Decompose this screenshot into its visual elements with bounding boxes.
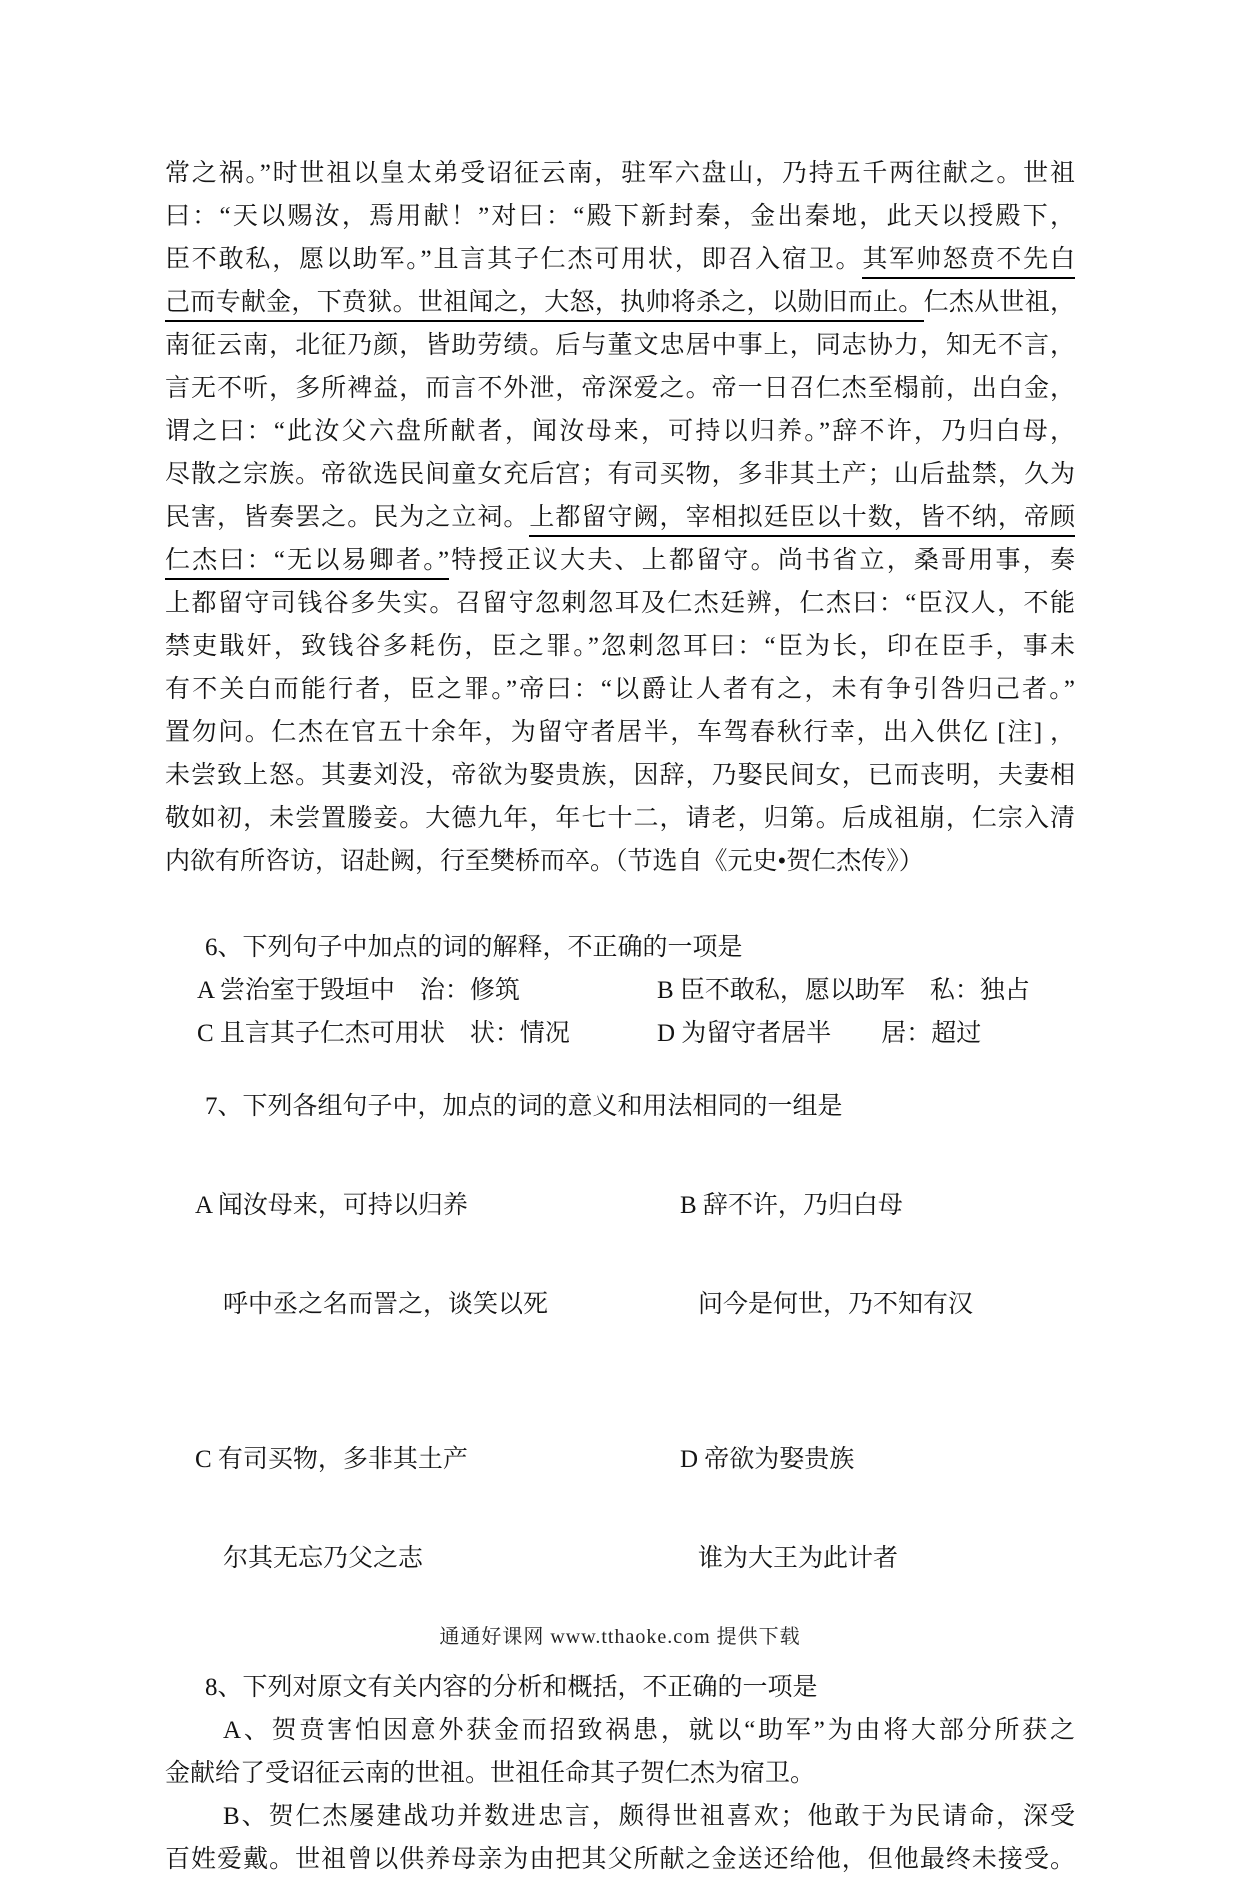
passage-line: 南征云南，北征乃颜，皆助劳绩。后与董文忠居中事上，同志协力，知无不言， xyxy=(165,332,1075,359)
passage-line: 未尝致上怒。其妻刘没，帝欲为娶贵族，因辞，乃娶民间女，已而丧明，夫妻相 xyxy=(165,762,1075,789)
question-8-header: 8、下列对原文有关内容的分析和概括，不正确的一项是 xyxy=(205,1674,818,1701)
passage-line: 有不关白而能行者，臣之罪。”帝曰：“以爵让人者有之，未有争引咎归己者。” xyxy=(165,676,1075,703)
passage-line: 禁吏戢奸，致钱谷多耗伤，臣之罪。”忽剌忽耳曰：“臣为长，印在臣手，事未 xyxy=(165,633,1075,660)
passage xyxy=(165,152,1075,883)
passage-text: 臣不敢私，愿以助军。”且言其子仁杰可用状，即召入宿卫。 xyxy=(165,246,863,273)
option-a-line-2: 呼中丞之名而詈之，谈笑以死 xyxy=(223,1291,549,1318)
option-a-line-1: A、贺贲害怕因意外获金而招致祸患，就以“助军”为由将大部分所获之 xyxy=(223,1717,1075,1744)
passage-line: 谓之曰：“此汝父六盘所献者，闻汝母来，可持以归养。”辞不许，乃归白母， xyxy=(165,418,1075,445)
underlined-text: 己而专献金，下贲狱。世祖闻之，大怒，执帅将杀之，以勋旧而止。 xyxy=(165,289,924,322)
passage-text: 仁杰从世祖， xyxy=(923,289,1075,316)
option-c: C 且言其子仁杰可用状 状：情况 xyxy=(197,1020,570,1047)
passage-line: 上都留守司钱谷多失实。召留守忽剌忽耳及仁杰廷辨，仁杰曰：“臣汉人，不能 xyxy=(165,590,1075,617)
option-b-line-1: B 辞不许，乃归白母 xyxy=(680,1192,903,1219)
question-7 xyxy=(165,1085,1075,1636)
passage-line xyxy=(165,281,1075,324)
section-gap xyxy=(165,883,1075,926)
passage-line xyxy=(165,539,1075,582)
section-gap xyxy=(165,1055,1075,1085)
passage-line xyxy=(165,238,1075,281)
option-c xyxy=(195,1382,680,1636)
option-a: A 尝治室于毁垣中 治：修筑 xyxy=(197,977,520,1004)
question-6-options-row xyxy=(165,1012,1075,1055)
option-b-line-1: B、贺仁杰屡建战功并数进忠言，颇得世祖喜欢；他敢于为民请命，深受 xyxy=(223,1803,1075,1830)
footer: 通通好课网 www.tthaoke.com 提供下载 xyxy=(439,1626,801,1648)
option-b-line-2: 问今是何世，乃不知有汉 xyxy=(698,1291,974,1318)
passage-line-source: 内欲有所咨访，诏赴阙，行至樊桥而卒。（节选自《元史•贺仁杰传》） xyxy=(165,848,924,875)
option-b: B 臣不敢私，愿以助军 私：独占 xyxy=(657,977,1030,1004)
passage-line: 置勿问。仁杰在官五十余年，为留守者居半，车驾春秋行幸，出入供亿 [注] ， xyxy=(165,719,1075,746)
option-a xyxy=(195,1128,680,1382)
option-d: D 为留守者居半 居：超过 xyxy=(657,1020,982,1047)
passage-line: 言无不听，多所裨益，而言不外泄，帝深爱之。帝一日召仁杰至榻前，出白金， xyxy=(165,375,1075,402)
question-7-header: 7、下列各组句子中，加点的词的意义和用法相同的一组是 xyxy=(205,1093,843,1120)
option-d-line-1: D 帝欲为娶贵族 xyxy=(680,1446,855,1473)
option-b xyxy=(680,1128,973,1382)
passage-line: 尽散之宗族。帝欲选民间童女充后宫；有司买物，多非其土产；山后盐禁，久为 xyxy=(165,461,1075,488)
underlined-text: 其军帅怒贲不先白 xyxy=(862,246,1075,279)
passage-text: 民害，皆奏罢之。民为之立祠。 xyxy=(165,504,530,531)
passage-line: 常之祸。”时世祖以皇太弟受诏征云南，驻军六盘山，乃持五千两往献之。世祖 xyxy=(165,160,1075,187)
option-a-line-2: 金献给了受诏征云南的世祖。世祖任命其子贺仁杰为宿卫。 xyxy=(165,1760,816,1787)
question-6-header: 6、下列句子中加点的词的解释，不正确的一项是 xyxy=(205,934,743,961)
passage-line: 敬如初，未尝置媵妾。大德九年，年七十二，请老，归第。后成祖崩，仁宗入清 xyxy=(165,805,1075,832)
question-7-group-cd xyxy=(165,1382,1075,1636)
option-d xyxy=(680,1382,898,1636)
question-7-group-ab xyxy=(165,1128,1075,1382)
option-c-line-2: 尔其无忘乃父之志 xyxy=(223,1545,424,1572)
question-8 xyxy=(165,1666,1075,1881)
underlined-text: 上都留守阙，宰相拟廷臣以十数，皆不纳，帝顾 xyxy=(529,504,1075,537)
passage-line xyxy=(165,496,1075,539)
option-a-line-1: A 闻汝母来，可持以归养 xyxy=(195,1192,468,1219)
option-c-line-1: C 有司买物，多非其土产 xyxy=(195,1446,468,1473)
question-6 xyxy=(165,926,1075,1055)
passage-text: 特授正议大夫、上都留守。尚书省立，桑哥用事，奏 xyxy=(449,547,1075,574)
option-d-line-2: 谁为大王为此计者 xyxy=(698,1545,899,1572)
option-b-line-2: 百姓爱戴。世祖曾以供养母亲为由把其父所献之金送还给他，但他最终未接受。 xyxy=(165,1846,1075,1873)
underlined-text: 仁杰曰：“无以易卿者。” xyxy=(165,547,449,580)
passage-line: 曰：“天以赐汝，焉用献！”对曰：“殿下新封秦，金出秦地，此天以授殿下， xyxy=(165,203,1075,230)
question-6-options-row xyxy=(165,969,1075,1012)
